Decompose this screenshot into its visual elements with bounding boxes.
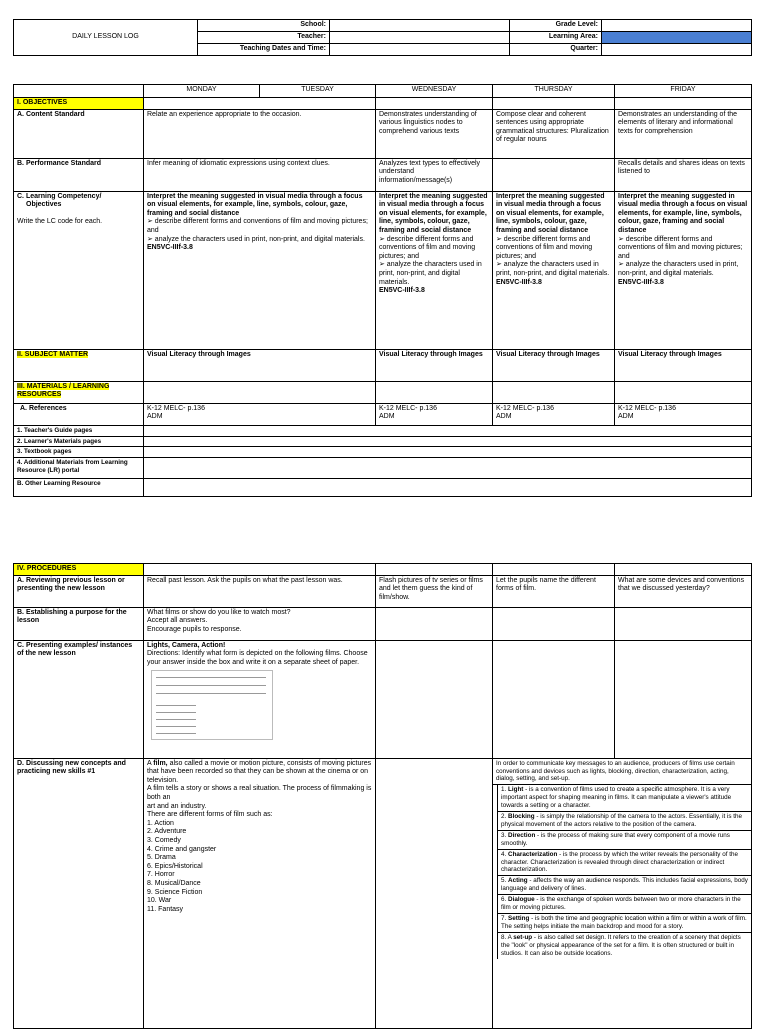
day-header-tuesday: TUESDAY — [260, 85, 376, 98]
procedures-heading: IV. PROCEDURES — [14, 564, 144, 576]
materials-heading-cell — [14, 381, 144, 403]
discussing-thu-fri — [493, 758, 752, 1028]
day-header-monday: MONDAY — [144, 85, 260, 98]
materials-heading: III. MATERIALS / LEARNING RESOURCES — [17, 382, 110, 399]
list-item: 8. Musical/Dance — [147, 879, 201, 887]
competency-item-1: ➢ describe different forms and conventions of film and moving pictures; and — [496, 235, 593, 260]
competency-item-1: ➢ describe different forms and conventions of film and moving pictures; and — [618, 235, 743, 260]
lesson-plan-table — [13, 84, 752, 497]
competency-item-2: ➢ analyze the characters used in print, non-print, and digital materials. — [379, 261, 482, 286]
competency-mon-tue — [144, 191, 376, 349]
teacher-label: Teacher: — [198, 32, 330, 44]
lesson-log-header — [13, 19, 752, 56]
content-standard-fri: Demonstrates an understanding of the elements of literary and informational texts for comprehension — [615, 109, 752, 158]
competency-text: Interpret the meaning suggested in visual media through a focus on visual elements, for example, line, symbols, colour, gaze, framing and social distance — [496, 192, 605, 234]
film-forms-exercise-image — [151, 670, 273, 740]
competency-code: EN5VC-IIIf-3.8 — [618, 278, 664, 286]
subject-matter-fri: Visual Literacy through Images — [615, 349, 752, 381]
references-thu: K-12 MELC- p.136 ADM — [493, 403, 615, 425]
convention-item: 6. Dialogue - is the exchange of spoken words between two or more characters in the film or moving pictures. — [497, 895, 751, 914]
list-item: 7. Horror — [147, 871, 175, 879]
list-item: 4. Crime and gangster — [147, 845, 217, 853]
subject-matter-heading-cell — [14, 349, 144, 381]
convention-item: 3. Direction - is the process of making sure that every component of a movie runs smoothly. — [497, 831, 751, 850]
convention-item: 2. Blocking - is simply the relationship of the camera to the actors. Essentially, it is the physical movement of the actors relative to the position of the camera. — [497, 812, 751, 831]
competency-wed — [376, 191, 493, 349]
quarter-label: Quarter: — [510, 44, 602, 56]
convention-item: 4. Characterization - is the process by which the writer reveals the personality of the character. Characterization is revealed through direct characterization or indirect characterization. — [497, 850, 751, 877]
grade-level-field[interactable] — [602, 20, 752, 32]
teacher-field[interactable] — [330, 32, 510, 44]
list-item: 5. Drama — [147, 854, 176, 862]
discussing-mon-tue: A film, also called a movie or motion picture, consists of moving pictures that have been recorded so that they can be shown at the cinema or on television. A film tells a story or shows a real situation. The process of filmmaking is both an art and an industry. There are different forms of film such as: 1. Action 2. Adventure 3. Comedy 4. Crime and gangster 5. Drama 6. Epics/Historical 7. Horror 8. Musical/Dance 9. Science Fiction 10. War 11. Fantasy — [144, 758, 376, 1028]
convention-item: 5. Acting - affects the way an audience responds. This includes facial expressions, body language and delivery of lines. — [497, 876, 751, 895]
competency-label-cell — [14, 191, 144, 349]
competency-item-2: ➢ analyze the characters used in print, non-print, and digital materials. — [147, 235, 365, 243]
competency-item-2: ➢ analyze the characters used in print, non-print, and digital materials. — [618, 261, 739, 277]
competency-item-1: ➢ describe different forms and conventions of film and moving pictures; and — [147, 218, 368, 234]
competency-item-2: ➢ analyze the characters used in print, non-print, and digital materials. — [496, 261, 610, 277]
school-field[interactable] — [330, 20, 510, 32]
performance-standard-label: B. Performance Standard — [14, 158, 144, 191]
references-wed: K-12 MELC- p.136 ADM — [376, 403, 493, 425]
list-item: 1. Action — [147, 819, 174, 827]
competency-text: Interpret the meaning suggested in visual media through a focus on visual elements, for example, line, symbols, colour, gaze, framing and social distance — [618, 192, 748, 234]
subject-matter-mon-tue: Visual Literacy through Images — [144, 349, 376, 381]
competency-fri — [615, 191, 752, 349]
performance-standard-wed: Analyzes text types to effectively understand information/message(s) — [376, 158, 493, 191]
competency-code: EN5VC-IIIf-3.8 — [379, 287, 425, 295]
reviewing-fri: What are some devices and conventions that we discussed yesterday? — [615, 575, 752, 607]
competency-text: Interpret the meaning suggested in visual media through a focus on visual elements, for example, line, symbols, colour, gaze, framing and social distance — [147, 192, 363, 217]
activity-title: Lights, Camera, Action! — [147, 641, 226, 649]
other-resources-label: B. Other Learning Resource — [14, 479, 144, 497]
list-item: 10. War — [147, 897, 172, 905]
content-standard-thu: Compose clear and coherent sentences using appropriate grammatical structures: Pluralization of regular nouns — [493, 109, 615, 158]
teachers-guide-label: 1. Teacher's Guide pages — [14, 425, 144, 436]
list-item: 11. Fantasy — [147, 905, 184, 913]
day-header-friday: FRIDAY — [615, 85, 752, 98]
competency-code: EN5VC-IIIf-3.8 — [147, 244, 193, 252]
references-mon-tue: K-12 MELC- p.136 ADM — [144, 403, 376, 425]
film-definition: also called a movie or motion picture, consists of moving pictures that have been recorded so that they can be shown at the cinema or on television. A film tells a story or shows a real situation. The process of filmmaking is both an art and an industry. There are different forms of film such as: — [147, 759, 372, 819]
objectives-heading: I. OBJECTIVES — [14, 98, 144, 110]
convention-item: 1. Light - is a convention of films used to create a specific atmosphere. It is a very important aspect for shaping meaning in films. It can manipulate a viewer's attitude towards a setting or a character. — [497, 785, 751, 812]
purpose-mon-tue: What films or show do you like to watch most? Accept all answers. Encourage pupils to response. — [144, 607, 376, 640]
teaching-dates-label: Teaching Dates and Time: — [198, 44, 330, 56]
convention-item: 8. A set-up - is also called set design. It refers to the creation of a scenery that depicts the "look" or physical appearance of the set for a film. It is often structured or built in studios. It can also be outside locations. — [497, 933, 751, 959]
competency-label-2: Objectives — [26, 201, 62, 209]
quarter-field[interactable] — [602, 44, 752, 56]
day-header-wednesday: WEDNESDAY — [376, 85, 493, 98]
competency-thu — [493, 191, 615, 349]
list-item: 3. Comedy — [147, 836, 181, 844]
document-title: DAILY LESSON LOG — [14, 20, 198, 56]
content-standard-wed: Demonstrates understanding of various linguistics nodes to comprehend various texts — [376, 109, 493, 158]
subject-matter-heading: II. SUBJECT MATTER — [17, 350, 89, 358]
reviewing-mon-tue: Recall past lesson. Ask the pupils on what the past lesson was. — [144, 575, 376, 607]
corner-cell — [14, 85, 144, 98]
convention-item: 7. Setting - is both the time and geographic location within a film or within a work of film. The setting helps initiate the main backdrop and mood for a story. — [497, 914, 751, 933]
learning-area-field[interactable] — [602, 32, 752, 44]
learning-area-label: Learning Area: — [510, 32, 602, 44]
teaching-dates-field[interactable] — [330, 44, 510, 56]
textbook-pages-label: 3. Textbook pages — [14, 447, 144, 458]
lc-code-note: Write the LC code for each. — [17, 217, 103, 225]
subject-matter-thu: Visual Literacy through Images — [493, 349, 615, 381]
competency-text: Interpret the meaning suggested in visual media through a focus on visual elements, for example, line, symbols, colour, gaze, framing and social distance — [379, 192, 488, 234]
film-term: film, — [153, 759, 168, 767]
film-forms-list — [147, 820, 372, 915]
subject-matter-wed: Visual Literacy through Images — [376, 349, 493, 381]
performance-standard-thu — [493, 158, 615, 191]
reviewing-wed: Flash pictures of tv series or films and let them guess the kind of film/show. — [376, 575, 493, 607]
grade-level-label: Grade Level: — [510, 20, 602, 32]
content-standard-mon-tue: Relate an experience appropriate to the occasion. — [144, 109, 376, 158]
list-item: 9. Science Fiction — [147, 888, 203, 896]
school-label: School: — [198, 20, 330, 32]
presenting-mon-tue — [144, 640, 376, 758]
references-fri: K-12 MELC- p.136 ADM — [615, 403, 752, 425]
performance-standard-mon-tue: Infer meaning of idiomatic expressions using context clues. — [144, 158, 376, 191]
conventions-intro: In order to communicate key messages to an audience, producers of films use certain conventions and devices such as lights, blocking, direction, characterization, acting, dialog, setting, and set-up. — [493, 759, 751, 786]
performance-standard-fri: Recalls details and shares ideas on texts listened to — [615, 158, 752, 191]
procedures-table — [13, 563, 752, 1029]
reviewing-thu: Let the pupils name the different forms of film. — [493, 575, 615, 607]
competency-item-1: ➢ describe different forms and conventions of film and moving pictures; and — [379, 235, 476, 260]
content-standard-label: A. Content Standard — [14, 109, 144, 158]
competency-code: EN5VC-IIIf-3.8 — [496, 278, 542, 286]
activity-directions: Directions: Identify what form is depicted on the following films. Choose your answer inside the box and write it on a separate sheet of paper. — [147, 650, 368, 666]
reviewing-label: A. Reviewing previous lesson or presenting the new lesson — [14, 575, 144, 607]
competency-label: C. Learning Competency/ — [17, 192, 102, 200]
list-item: 6. Epics/Historical — [147, 862, 203, 870]
additional-materials-label: 4. Additional Materials from Learning Resource (LR) portal — [14, 458, 144, 479]
references-label: A. References — [14, 403, 144, 425]
presenting-label: C. Presenting examples/ instances of the new lesson — [14, 640, 144, 758]
day-header-thursday: THURSDAY — [493, 85, 615, 98]
list-item: 2. Adventure — [147, 828, 187, 836]
discussing-label: D. Discussing new concepts and practicing new skills #1 — [14, 758, 144, 1028]
purpose-label: B. Establishing a purpose for the lesson — [14, 607, 144, 640]
learners-materials-label: 2. Learner's Materials pages — [14, 436, 144, 447]
